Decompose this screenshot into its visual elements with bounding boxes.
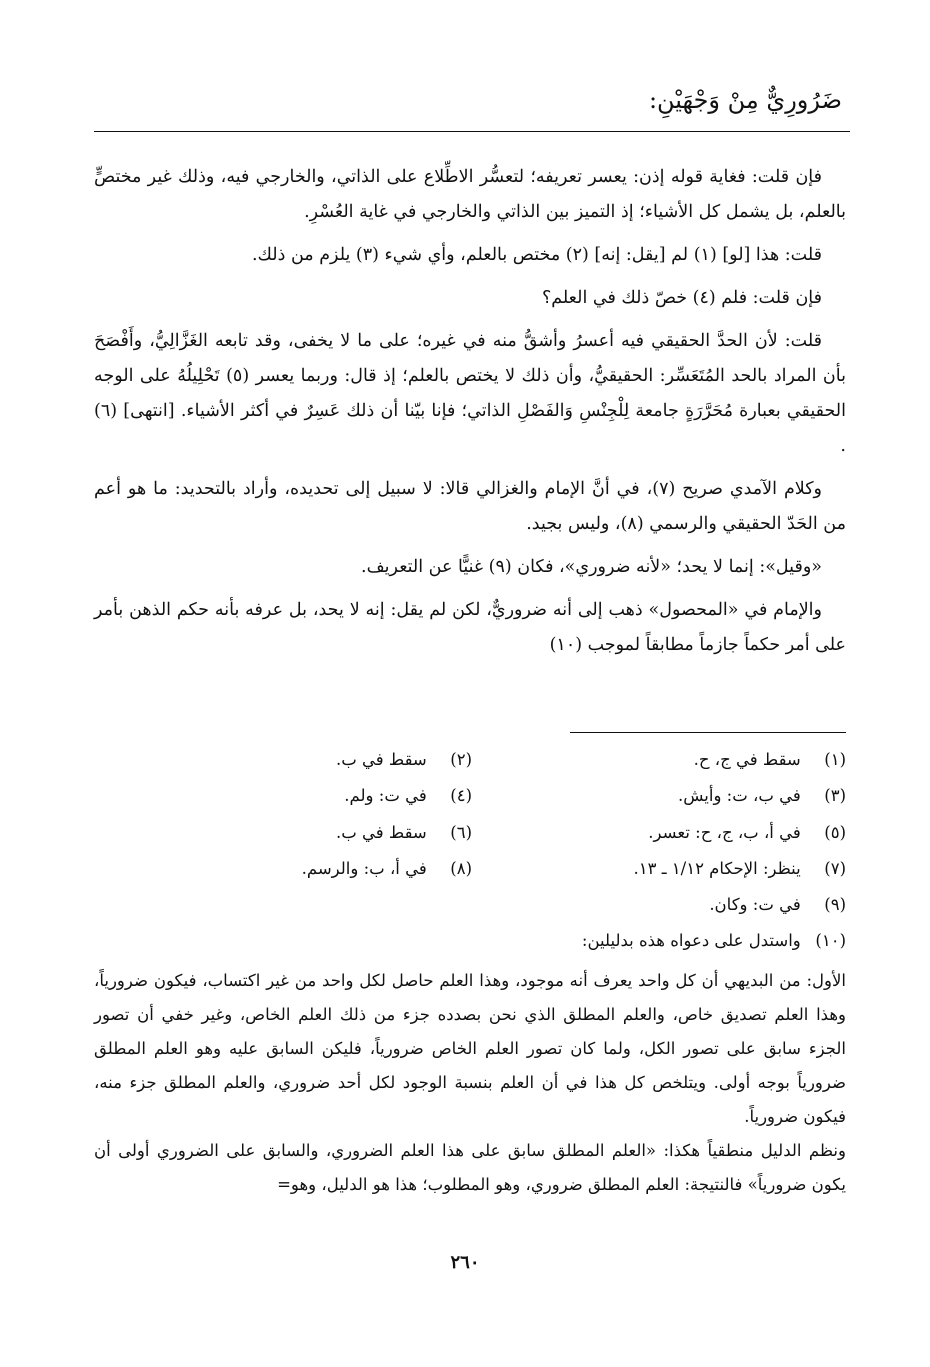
footnote — [344, 784, 472, 808]
footnote — [582, 929, 846, 953]
paragraph: فإن قلت: فغاية قوله إذن: يعسر تعريفه؛ لتعسُّر الاطِّلاع على الذاتي، والخارجي فيه، وذلك غير مختصٍّ بالعلم، بل يشمل كل الأشياء؛ إذ التميز بين الذاتي والخارجي في غاية العُسْرِ. — [94, 167, 846, 222]
footnote — [678, 784, 846, 808]
footnote-number: (٨) — [450, 859, 472, 878]
footnote — [648, 821, 846, 845]
footnote-text: واستدل على دعواه هذه بدليلين: — [581, 931, 801, 950]
paragraph: والإمام في «المحصول» ذهب إلى أنه ضروريٌّ، لكن لم يقل: إنه لا يحد، بل عرفه بأنه حكم الذهن بأمر على أمر حكماً جازماً مطابقاً لموجب (١٠) — [94, 600, 846, 655]
footnote-text: ينظر: الإحكام ١/١٢ ـ ١٣. — [633, 859, 801, 878]
footnote — [709, 893, 846, 917]
paragraph: فإن قلت: فلم (٤) خصّ ذلك في العلم؟ — [541, 288, 822, 308]
footnote-number: (٥) — [824, 823, 846, 842]
footnote-rule — [570, 732, 846, 733]
footnote-continuation — [94, 964, 846, 1202]
footnote-paragraph: الأول: من البديهي أن كل واحد يعرف أنه موجود، وهذا العلم حاصل لكل واحد من غير اكتساب، فيكون ضرورياً، وهذا العلم تصديق خاص، والعلم المطلق الذي نحن بصدده جزء من ذلك العلم الخاص، وغير خفي أن تصور الجزء سابق على تصور الكل، ولما كان تصور العلم الخاص ضرورياً، فليكن السابق عليه وهو العلم المطلق ضرورياً بوجه أولى. ويتلخص كل هذا في أن العلم بنسبة الوجود لكل أحد ضروري، والعلم المطلق جزء منه، فيكون ضرورياً. — [94, 971, 846, 1126]
footnote-text: سقط في ب. — [336, 750, 427, 769]
main-text — [94, 160, 846, 671]
footnote — [633, 857, 846, 881]
footnote — [302, 857, 472, 881]
paragraph: قلت: لأن الحدَّ الحقيقي فيه أعسرُ وأشقُّ منه في غيره؛ على ما لا يخفى، وقد تابعه الغَزَّالِيُّ، وأَفْصَحَ بأن المراد بالحد المُتَعَسِّر: الحقيقيُّ، وأن ذلك لا يختص بالعلم؛ إذ قال: وربما يعسر (٥) تَحْلِيلُهُ على الوجه الحقيقي بعبارة مُحَرَّرَةٍ جامعة لِلْجِنْسِ وَالفَصْلِ الذاتي؛ فإنا بيّنا أن ذلك عَسِرٌ في أكثر الأشياء. [انتهى] (٦) . — [94, 331, 846, 456]
footnote-number: (٩) — [824, 895, 846, 914]
footnote-text: في ب، ت: وأيش. — [677, 786, 801, 805]
footnote-text: في أ، ب، ج، ح: تعسر. — [648, 823, 801, 842]
footnote-text: سقط في ب. — [336, 823, 427, 842]
footnote-paragraph: ونظم الدليل منطقياً هكذا: «العلم المطلق سابق على هذا العلم الضروري، والسابق على الضروري أولى أن يكون ضرورياً» فالنتيجة: العلم المطلق ضروري، وهو المطلوب؛ هذا هو الدليل، وهو= — [94, 1141, 846, 1194]
footnote — [336, 821, 472, 845]
footnote-number: (٣) — [824, 786, 846, 805]
footnote-number: (٤) — [450, 786, 472, 805]
footnote-text: في ت: وكان. — [709, 895, 801, 914]
footnote-number: (١) — [824, 750, 846, 769]
footnote-text: في أ، ب: والرسم. — [301, 859, 427, 878]
footnote-text: في ت: ولم. — [344, 786, 427, 805]
footnote — [336, 748, 472, 772]
header-rule — [94, 131, 850, 132]
page-number: ٢٦٠ — [450, 1252, 480, 1273]
footnote-text: سقط في ج، ح. — [693, 750, 801, 769]
footnote-number: (٢) — [450, 750, 472, 769]
footnote-number: (٧) — [824, 859, 846, 878]
paragraph: «وقيل»: إنما لا يحد؛ «لأنه ضروري»، فكان (٩) غنيًّا عن التعريف. — [361, 557, 822, 577]
paragraph: قلت: هذا [لو] (١) لم [يقل: إنه] (٢) مختص بالعلم، وأي شيء (٣) يلزم من ذلك. — [251, 245, 822, 265]
footnote-number: (١٠) — [815, 931, 846, 950]
running-header: ضَرُورِيٌّ مِنْ وَجْهَيْنِ: — [648, 86, 842, 114]
paragraph: وكلام الآمدي صريح (٧)، في أنَّ الإمام والغزالي قالا: لا سبيل إلى تحديده، وأراد بالتحديد: ما هو أعم من الحَدّ الحقيقي والرسمي (٨)، وليس بجيد. — [94, 479, 846, 534]
footnote — [694, 748, 846, 772]
footnote-number: (٦) — [450, 823, 472, 842]
